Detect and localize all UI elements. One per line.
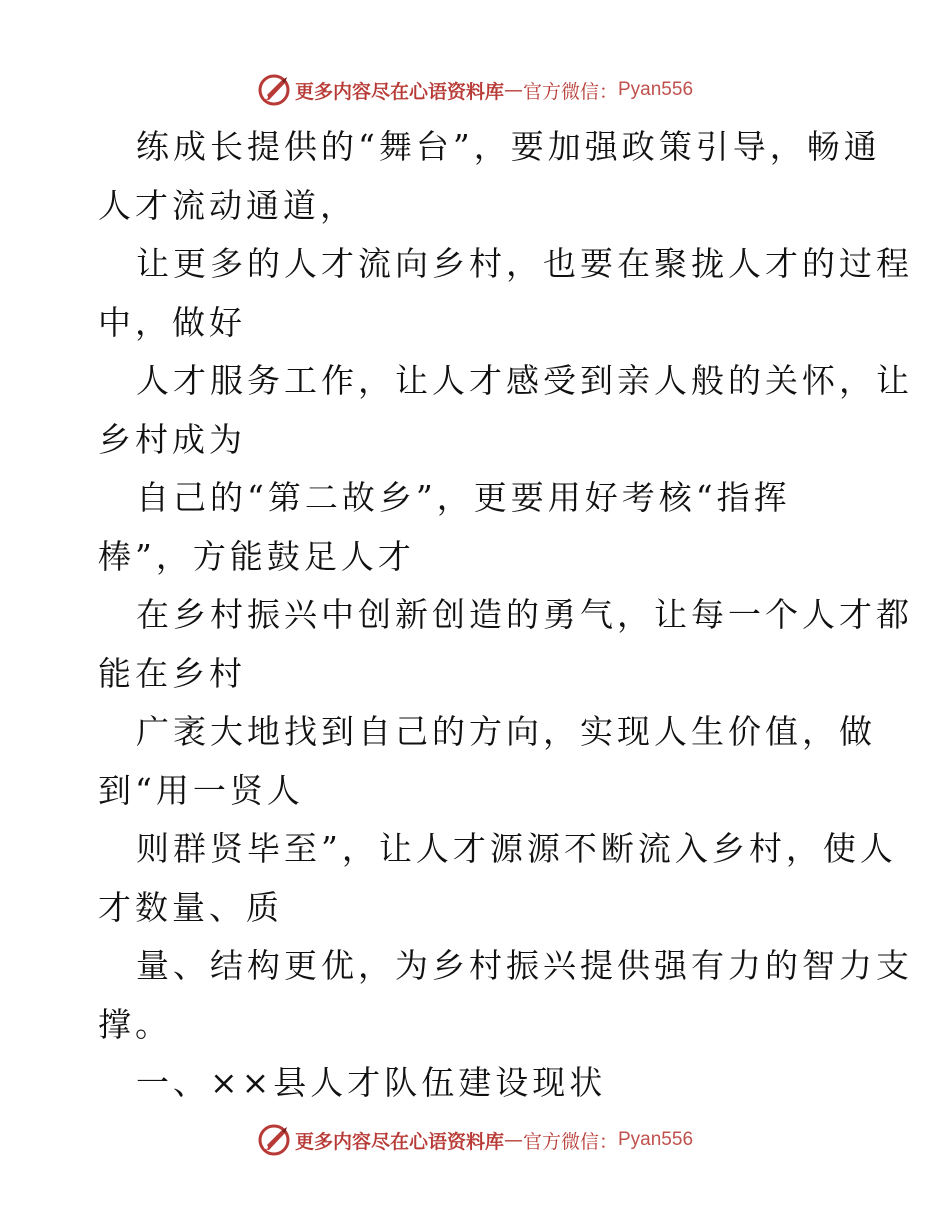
banner-official-label: 官方微信： [522, 1130, 618, 1153]
body-line: 则群贤毕至”，让人才源源不断流入乡村，使人 [136, 829, 897, 868]
banner-wechat-id: Pyan556 [618, 1129, 694, 1150]
body-line: 中，做好 [98, 302, 246, 342]
banner-site-text: 更多内容尽在心语资料库 [294, 1130, 504, 1153]
body-line: 乡村成为 [98, 419, 246, 459]
body-line: 棒”，方能鼓足人才 [98, 536, 415, 576]
banner-site-text: 更多内容尽在心语资料库 [294, 80, 504, 103]
banner-official-label: 官方微信： [522, 80, 618, 103]
body-line: 量、结构更优，为乡村振兴提供强有力的智力支 [136, 946, 913, 985]
body-line: 才数量、质 [98, 887, 283, 927]
section-heading: 一、××县人才队伍建设现状 [136, 1063, 607, 1102]
body-line: 自己的“第二故乡”，更要用好考核“指挥 [136, 478, 791, 517]
quill-pen-logo-icon [257, 1123, 291, 1157]
banner-dash: — [503, 79, 523, 101]
banner-wechat-id: Pyan556 [618, 79, 694, 100]
footer-banner [0, 1120, 950, 1160]
header-banner [0, 70, 950, 110]
quill-pen-logo-icon [257, 73, 291, 107]
body-line: 人才流动通道， [98, 185, 357, 225]
body-line: 能在乡村 [98, 653, 246, 693]
body-line: 练成长提供的“舞台”，要加强政策引导，畅通 [136, 127, 881, 166]
banner-dash: — [503, 1129, 523, 1151]
document-body [98, 118, 913, 1113]
body-line: 在乡村振兴中创新创造的勇气，让每一个人才都 [136, 595, 913, 634]
body-line: 到“用一贤人 [98, 770, 304, 810]
body-line: 撑。 [98, 1004, 172, 1044]
body-line: 让更多的人才流向乡村，也要在聚拢人才的过程 [136, 244, 913, 283]
body-line: 广袤大地找到自己的方向，实现人生价值，做 [136, 712, 876, 751]
body-line: 人才服务工作，让人才感受到亲人般的关怀，让 [136, 361, 913, 400]
